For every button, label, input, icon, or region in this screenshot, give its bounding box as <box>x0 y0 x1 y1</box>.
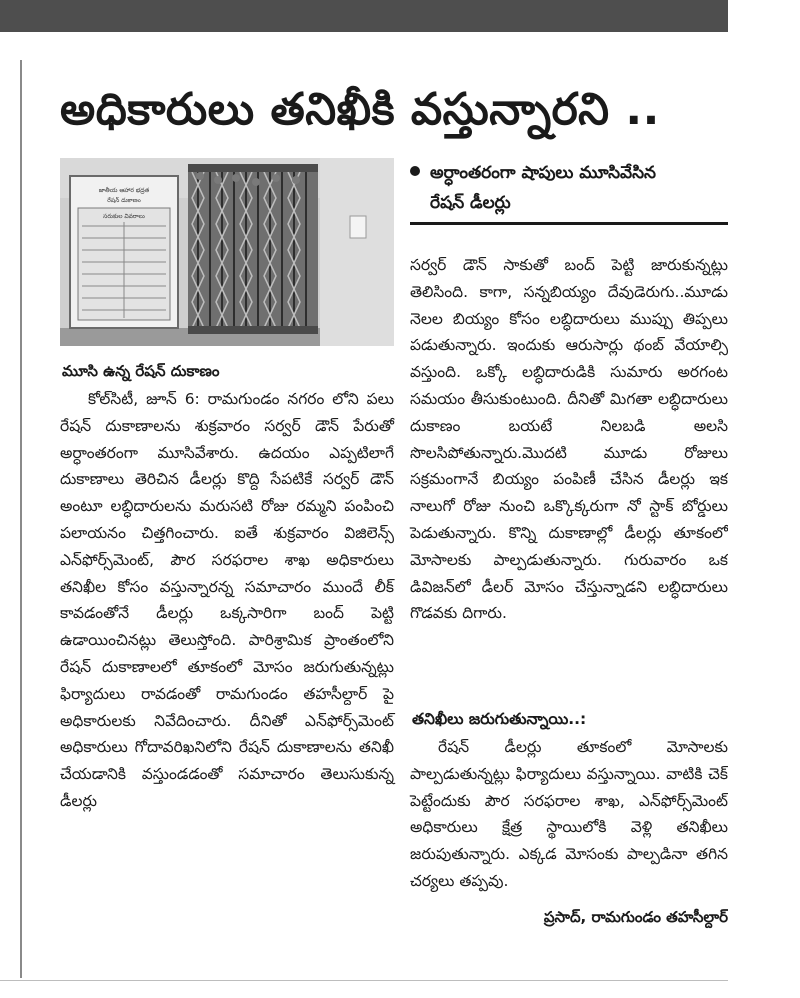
bullet-dot-icon <box>410 166 420 176</box>
article-paragraph-2: సర్వర్‌ డౌన్‌ సాకుతో బంద్‌ పెట్టి జారుకున్నట్లు తెలిసింది. కాగా, సన్నబియ్యం దేవుడెరుగు..మూడు నెలల బియ్యం కోసం లబ్ధిదారులు ముప్పు తిప్పలు పడుతున్నారు. ఇందుకు ఆరుసార్లు థంబ్‌ వేయాల్సి వస్తుంది. ఒక్కో లబ్ధిదారుడికి సుమారు అరగంట సమయం తీసుకుంటుంది. దీనితో మిగతా లబ్ధిదారులు దుకాణం బయటే నిలబడి అలసి సొలసిపోతున్నారు.మొదటి మూడు రోజులు సక్రమంగానే బియ్యం పంపిణీ చేసిన డీలర్లు ఇక నాలుగో రోజు నుంచి ఒక్కొక్కరుగా నో స్టాక్‌ బోర్డులు పెడుతున్నారు. కొన్ని దుకాణాల్లో డీలర్లు తూకంలో మోసాలకు పాల్పడుతున్నారు. గురువారం ఒక డివిజన్‌లో డీలర్‌ మోసం చేస్తున్నాడని లబ్ధిదారులు గొడవకు దిగారు. <box>410 256 728 623</box>
shop-photo <box>60 158 394 346</box>
headline: అధికారులు తనిఖీకి వస్తున్నారని .. <box>60 84 660 135</box>
quote-column <box>410 734 728 895</box>
bullet-underline <box>410 222 728 225</box>
section-subheading: తనిఖీలు జరుగుతున్నాయి..: <box>412 710 587 728</box>
bullet-line-2: రేషన్‌ డీలర్లు <box>430 193 511 213</box>
highlight-bullet <box>410 158 728 225</box>
article-column-right <box>410 252 728 627</box>
article-column-left <box>60 386 394 815</box>
left-column-rule <box>20 60 22 978</box>
board-line-2: రేషన్‌ దుకాణం <box>107 197 141 204</box>
page-margin <box>728 0 800 998</box>
photo-caption: మూసి ఉన్న రేషన్‌ దుకాణం <box>62 362 220 380</box>
quote-paragraph: రేషన్‌ డీలర్లు తూకంలో మోసాలకు పాల్పడుతున్నట్లు ఫిర్యాదులు వస్తున్నాయి. వాటికి చెక్‌ పెట్టేందుకు పౌర సరఫరాల శాఖ, ఎన్‌ఫోర్స్‌మెంట్‌ అధికారులు క్షేత్ర స్థాయిలోకి వెళ్లి తనిఖీలు జరుపుతున్నారు. ఎక్కడ మోసంకు పాల్పడినా తగిన చర్యలు తప్పవు. <box>410 738 728 890</box>
top-banner <box>0 0 728 32</box>
board-line-1: జాతీయ ఆహార భద్రత <box>98 187 150 194</box>
article-paragraph-1: కోల్‌సిటీ, జూన్‌ 6: రామగుండం నగరం లోని పలు రేషన్‌ దుకాణాలను శుక్రవారం సర్వర్‌ డౌన్‌ పేరుతో అర్ధాంతరంగా మూసివేశారు. ఉదయం ఎప్పటిలాగే దుకాణాలు తెరిచిన డీలర్లు కొద్ది సేపటికే సర్వర్‌ డౌన్‌ అంటూ లబ్ధిదారులను మరుసటి రోజు రమ్మని పంపించి పలాయనం చిత్తగించారు. ఐతే శుక్రవారం విజిలెన్స్‌ ఎన్‌ఫోర్స్‌మెంట్‌, పౌర సరఫరాల శాఖ అధికారులు తనిఖీల కోసం వస్తున్నారన్న సమాచారం ముందే లీక్‌ కావడంతోనే డీలర్లు ఒక్కసారిగా బంద్‌ పెట్టి ఉడాయించినట్లు తెలుస్తోంది. పారిశ్రామిక ప్రాంతంలోని రేషన్‌ దుకాణాలలో తూకంలో మోసం జరుగుతున్నట్లు ఫిర్యాదులు రావడంతో రామగుండం తహసీల్దార్‌ పై అధికారులకు నివేదించారు. దీనితో ఎన్‌ఫోర్స్‌మెంట్‌ అధికారులు గోదావరిఖనిలోని రేషన్‌ దుకాణాలను తనిఖీ చేయడానికి వస్తుండడంతో సమాచారం తెలుసుకున్న డీలర్లు <box>60 390 394 810</box>
quote-signature: ప్రసాద్‌, రామగుండం తహసీల్దార్‌ <box>543 908 728 926</box>
bottom-rule <box>0 980 728 981</box>
bullet-line-1: అర్ధాంతరంగా షాపులు మూసివేసిన <box>430 163 656 183</box>
board-line-3: సరుకుల వివరాలు <box>103 213 145 220</box>
